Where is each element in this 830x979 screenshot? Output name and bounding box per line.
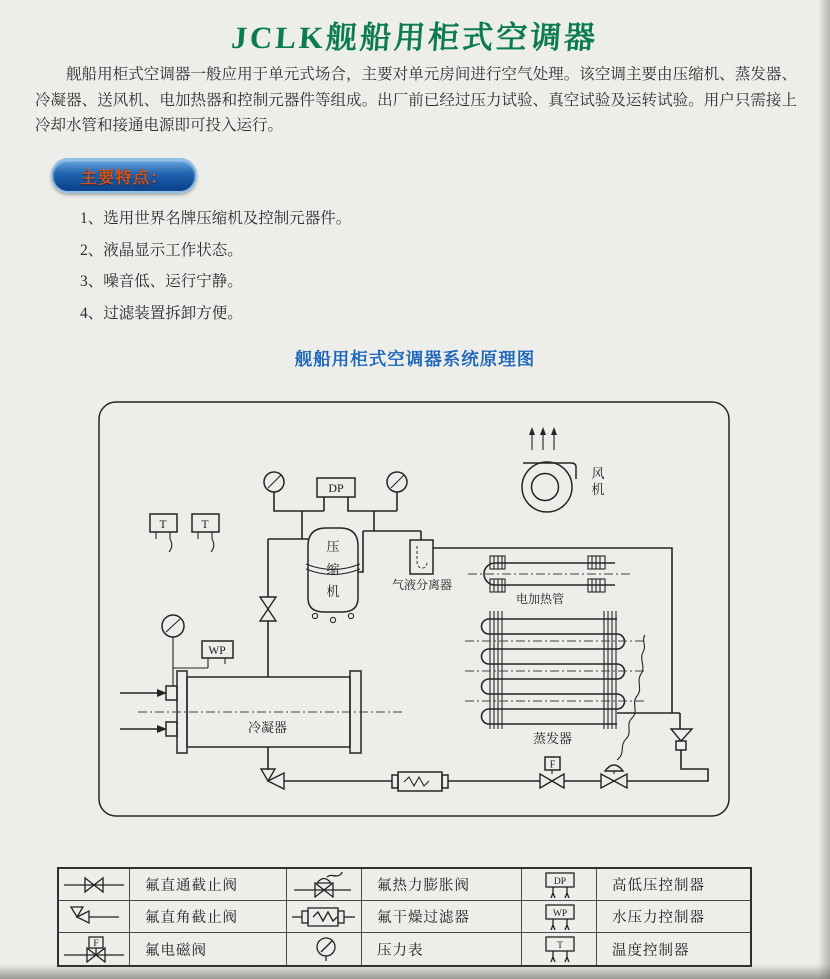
legend-label: 水压力控制器	[597, 901, 750, 933]
wp-controller-icon	[526, 903, 592, 931]
legend-symbol-filter-drier	[287, 901, 362, 933]
compressor-label-char1: 压	[326, 539, 340, 554]
water-inlet-arrow	[120, 725, 167, 733]
scan-edge-shadow-bottom	[0, 964, 830, 979]
expansion-valve-icon	[291, 872, 357, 898]
compressor-label-char3: 机	[326, 584, 340, 599]
legend-label: 高低压控制器	[597, 869, 750, 901]
feature-item: 2、液晶显示工作状态。	[80, 241, 243, 259]
heater-label: 电加热管	[516, 592, 565, 606]
feature-item: 3、噪音低、运行宁静。	[80, 273, 243, 290]
wp-controller	[162, 615, 233, 686]
legend-symbol-pressure-gauge	[287, 933, 362, 965]
legend-symbol-dp-controller	[522, 869, 597, 901]
evaporator-coil	[465, 611, 645, 746]
straight-stop-valve-icon	[61, 872, 127, 898]
legend-symbol-expansion-valve	[287, 869, 362, 901]
air-flow-arrows	[529, 427, 557, 450]
legend-symbol-solenoid-valve	[59, 933, 130, 965]
solenoid-valve	[540, 757, 564, 788]
legend-symbol-angle-stop-valve	[59, 901, 130, 933]
pressure-gauge-icon	[291, 936, 357, 962]
filter-drier-icon	[289, 904, 359, 930]
svg-text:T: T	[557, 941, 563, 951]
legend-symbol-straight-stop-valve	[59, 869, 130, 901]
fan-label-char1: 风	[591, 466, 605, 481]
evaporator-label: 蒸发器	[533, 731, 573, 746]
dp-controller-icon	[526, 871, 592, 899]
feature-item: 4、过滤装置拆卸方便。	[80, 304, 243, 322]
legend-label: 氟干燥过滤器	[362, 901, 522, 933]
legend-symbol-t-controller	[522, 933, 597, 965]
legend-label: 氟直通截止阀	[130, 869, 287, 901]
fan-label-char2: 机	[591, 482, 605, 497]
diagram-title: 舰船用柜式空调器系统原理图	[294, 349, 536, 369]
water-inlet-arrow	[120, 689, 167, 697]
wp-label: WP	[208, 645, 226, 657]
page-title: JCLK舰船用柜式空调器	[230, 20, 600, 55]
filter-drier	[392, 772, 448, 791]
legend-label: 氟电磁阀	[130, 933, 287, 965]
features-badge	[51, 158, 197, 193]
t-label: T	[159, 519, 167, 531]
features-badge-label: 主要特点：	[80, 168, 168, 187]
legend-symbol-wp-controller	[522, 901, 597, 933]
svg-text:DP: DP	[553, 876, 567, 887]
expansion-valve	[601, 765, 627, 788]
t-controllers	[150, 514, 219, 552]
separator-label: 气液分离器	[392, 578, 453, 592]
t-controller-icon	[526, 935, 592, 963]
legend-label: 温度控制器	[612, 942, 690, 959]
feature-item: 1、选用世界名牌压缩机及控制元器件。	[80, 210, 352, 227]
solenoid-valve-icon	[61, 935, 127, 963]
scan-edge-shadow-right	[818, 0, 830, 979]
refrigerant-pipes	[268, 492, 708, 781]
distributor	[671, 729, 692, 750]
features-list	[80, 203, 500, 329]
compressor	[306, 528, 360, 623]
system-schematic-diagram	[95, 398, 735, 822]
sensing-capillary	[617, 635, 645, 760]
intro-paragraph: 舰船用柜式空调器一般应用于单元式场合，主要对单元房间进行空气处理。该空调主要由压缩机、蒸发器、冷凝器、送风机、电加热器和控制元器件等组成。出厂前已经过压力试验、真空试验及运转试验。用户只需接上冷却水管和接通电源即可投入运行。	[35, 66, 797, 134]
electric-heater	[468, 556, 630, 606]
svg-text:WP: WP	[552, 908, 568, 919]
compressor-label-char2: 缩	[326, 562, 340, 577]
legend-label: 氟热力膨胀阀	[362, 869, 522, 901]
legend-table	[57, 867, 752, 967]
angle-stop-valve-icon	[61, 904, 127, 930]
f-label: F	[549, 759, 556, 771]
condenser-label: 冷凝器	[248, 720, 288, 735]
shutoff-valve	[260, 597, 276, 621]
angle-valve	[261, 769, 284, 789]
condenser	[120, 671, 405, 753]
dp-label: DP	[328, 481, 344, 495]
t-label: T	[201, 519, 209, 531]
legend-label: 压力表	[362, 933, 522, 965]
legend-label: 氟直角截止阀	[130, 901, 287, 933]
diagram-border	[99, 402, 729, 816]
dp-controller	[317, 478, 355, 497]
svg-text:F: F	[93, 939, 99, 949]
fan-icon	[522, 427, 605, 512]
